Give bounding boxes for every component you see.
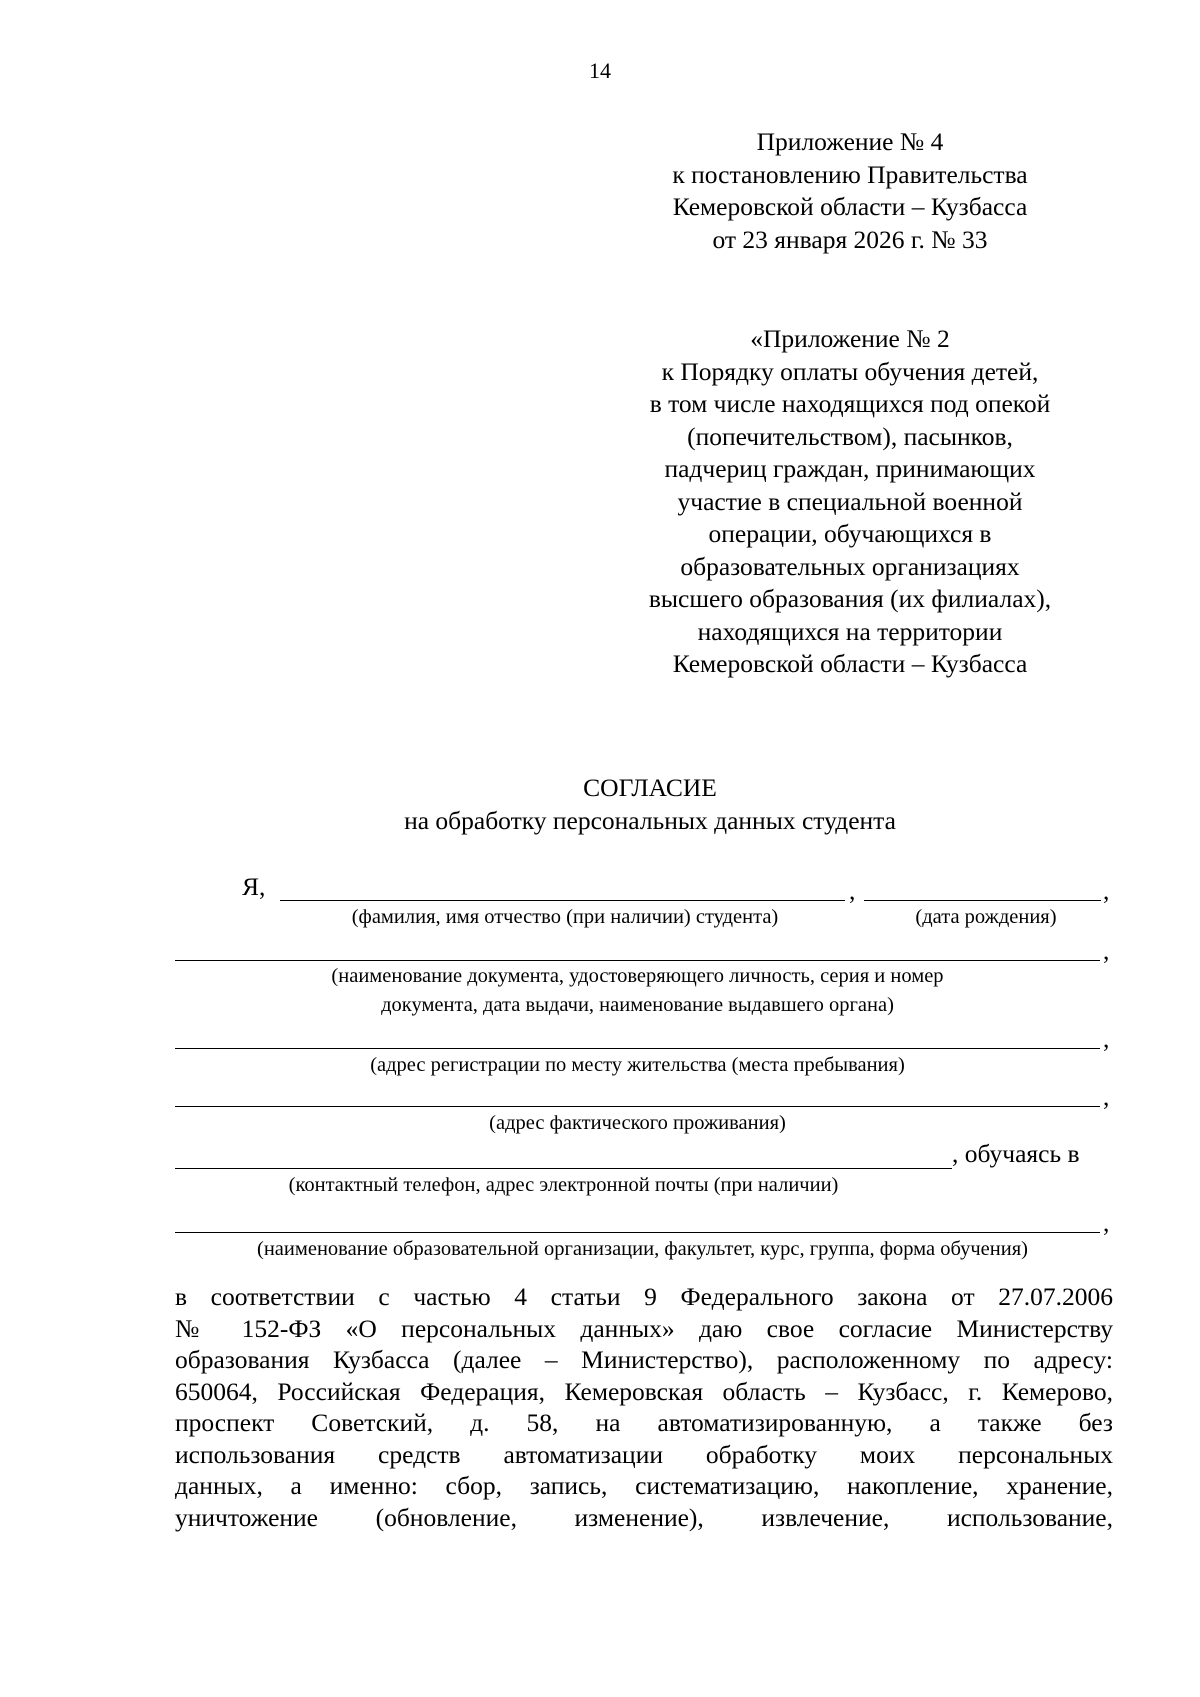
fio-field-line[interactable] — [280, 900, 845, 901]
comma: , — [1103, 876, 1110, 905]
annex-2-line: высшего образования (их филиалах), — [648, 584, 1052, 613]
studying-in-text: , обучаясь в — [952, 1139, 1080, 1168]
caption-id-document: (наименование документа, удостоверяющего личность, серия и номер — [331, 965, 944, 987]
annex-2-line: участие в специальной военной — [677, 486, 1023, 516]
annex-4-line: Приложение № 4 — [756, 127, 944, 156]
annex-2-line: в том числе находящихся под опекой — [649, 389, 1051, 418]
caption-id-document: документа, дата выдачи, наименование выдавшего органа) — [381, 994, 894, 1016]
comma: , — [1103, 1024, 1110, 1053]
id-document-field-line[interactable] — [175, 960, 1100, 961]
caption-contact: (контактный телефон, адрес электронной почты (при наличии) — [288, 1174, 839, 1196]
annex-2-line: падчериц граждан, принимающих — [664, 454, 1036, 483]
page-number: 14 — [589, 58, 611, 83]
annex-2-line: (попечительством), пасынков, — [687, 421, 1013, 451]
annex-2-header — [620, 323, 1080, 681]
education-org-field-line[interactable] — [175, 1232, 1100, 1233]
comma: , — [1103, 936, 1110, 965]
actual-address-field-line[interactable] — [175, 1106, 1100, 1107]
caption-birthdate: (дата рождения) — [915, 906, 1057, 928]
birthdate-field-line[interactable] — [864, 900, 1101, 901]
caption-registration-address: (адрес регистрации по месту жительства (места пребывания) — [370, 1054, 905, 1076]
caption-actual-address: (адрес фактического проживания) — [489, 1112, 786, 1134]
body-line: образования Кузбасса (далее – Министерство), расположенному по адресу: — [175, 1345, 1113, 1374]
annex-2-line: Кемеровской области – Кузбасса — [672, 649, 1028, 678]
body-line: № 152-ФЗ «О персональных данных» даю свое согласие Министерству — [175, 1313, 1113, 1343]
ya-label: Я, — [242, 872, 266, 901]
annex-4-line: от 23 января 2026 г. № 33 — [712, 224, 988, 254]
body-line: уничтожение (обновление, изменение), извлечение, использование, — [175, 1502, 1113, 1532]
annex-4-line: Кемеровской области – Кузбасса — [672, 192, 1028, 221]
annex-4-header — [620, 126, 1080, 256]
document-title: СОГЛАСИЕ — [583, 773, 717, 802]
caption-fio: (фамилия, имя отчество (при наличии) студента) — [351, 906, 779, 928]
body-line: проспект Советский, д. 58, на автоматизированную, а также без — [175, 1408, 1113, 1437]
registration-address-field-line[interactable] — [175, 1048, 1100, 1049]
annex-2-line: операции, обучающихся в — [708, 519, 992, 548]
annex-2-line: к Порядку оплаты обучения детей, — [661, 356, 1039, 386]
body-line: в соответствии с частью 4 статьи 9 Федерального закона от 27.07.2006 — [175, 1282, 1113, 1311]
body-line: данных, а именно: сбор, запись, систематизацию, накопление, хранение, — [175, 1471, 1113, 1500]
annex-4-line: к постановлению Правительства — [672, 159, 1028, 189]
comma: , — [1103, 1208, 1110, 1237]
annex-2-line: находящихся на территории — [697, 616, 1003, 646]
comma: , — [1103, 1082, 1110, 1111]
annex-2-line: «Приложение № 2 — [750, 324, 950, 353]
contact-field-line[interactable] — [175, 1168, 952, 1169]
consent-body — [175, 1281, 1113, 1533]
caption-education-org: (наименование образовательной организации, факультет, курс, группа, форма обучения) — [257, 1238, 1028, 1260]
comma: , — [849, 876, 856, 905]
body-line: использования средств автоматизации обработку моих персональных — [175, 1439, 1113, 1469]
body-line: 650064, Российская Федерация, Кемеровская область – Кузбасс, г. Кемерово, — [175, 1376, 1113, 1406]
annex-2-line: образовательных организациях — [680, 551, 1020, 581]
document-subtitle: на обработку персональных данных студента — [404, 806, 896, 835]
